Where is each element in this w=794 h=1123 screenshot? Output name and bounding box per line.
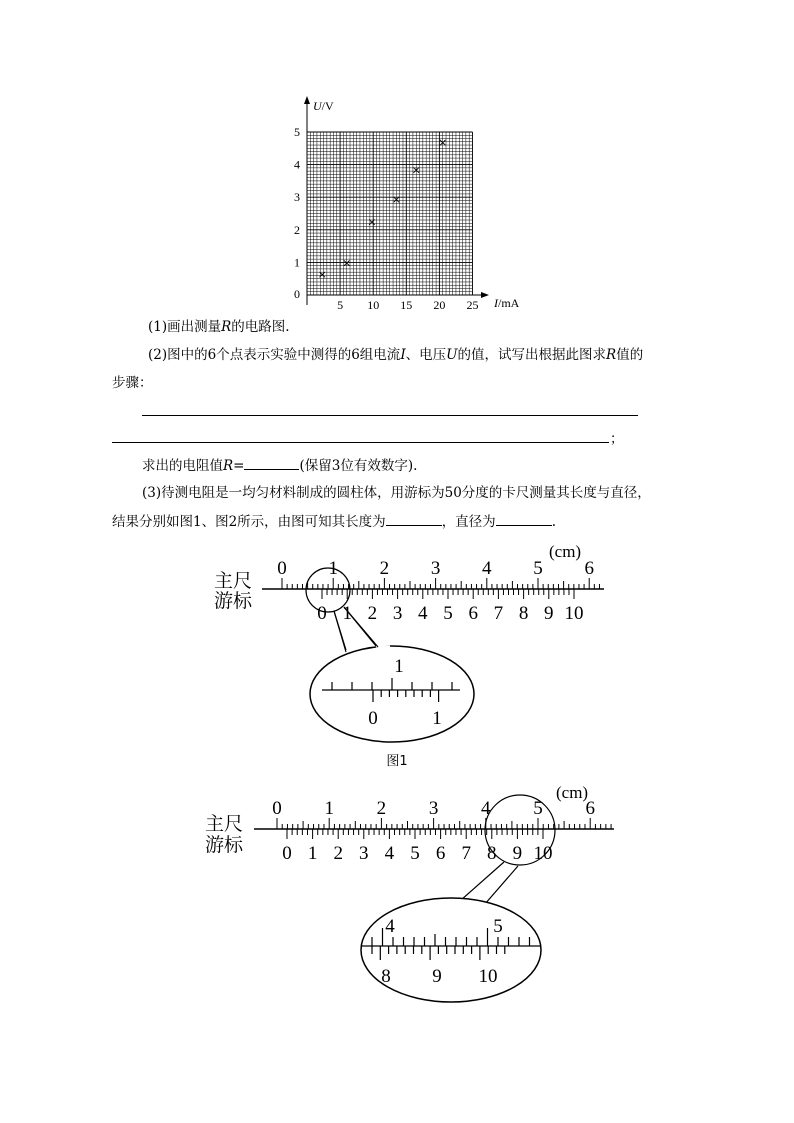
main-scale-number: 0 [272,798,282,819]
main-scale-number: 1 [324,798,334,819]
vernier-scale-number: 5 [410,843,420,864]
main-scale-number: 4 [481,798,491,819]
vernier-scale-label: 游标 [205,834,244,856]
zoom-vernier-number: 1 [432,708,442,729]
main-scale-number: 6 [584,558,594,579]
main-scale-number: 0 [277,558,287,579]
vernier-scale-number: 4 [418,603,428,624]
y-tick-label: 2 [294,222,300,237]
vernier-scale-number: 4 [384,843,395,864]
vernier-scale-number: 0 [282,843,292,864]
x-tick-label: 25 [466,298,479,312]
x-axis-label: I/mA [494,296,520,310]
vernier-scale-number: 9 [512,843,523,864]
zoom-vernier-number: 0 [368,708,378,729]
question-2-steps-label: 步骤： [112,375,153,391]
x-tick-label: 5 [337,298,344,312]
y-axis-label: U/V [313,99,334,113]
main-scale-number: 5 [533,798,543,819]
data-point: × [317,267,327,281]
question-3-line-2: 结果分别如图1、图2所示，由图可知其长度为 ，直径为 . [112,514,556,530]
main-scale-number: 5 [533,558,543,579]
data-point: × [438,135,448,149]
question-3-line-1: (3)待测电阻是一均匀材料制成的圆柱体，用游标为50分度的卡尺测量其长度与直径， [142,485,651,501]
vernier-scale-number: 9 [544,603,554,624]
vernier-scale-number: 7 [493,603,504,624]
vernier-scale-number: 3 [359,843,369,864]
resistance-question: 求出的电阻值R= (保留3位有效数字). [142,458,418,474]
vernier-scale-number: 0 [317,603,327,624]
vernier-scale-number: 1 [342,603,352,624]
unit-label: (cm) [549,542,582,561]
main-scale-number: 1 [328,558,338,579]
zoom-main-number: 5 [493,916,503,937]
x-tick-label: 20 [433,298,446,312]
main-scale-number: 6 [585,798,595,819]
unit-label: (cm) [556,783,589,802]
main-scale-label: 主尺 [205,813,244,835]
y-tick-label: 3 [294,190,300,205]
vernier-scale-number: 8 [518,603,529,624]
figure-caption: 图1 [386,754,408,769]
vernier-scale-number: 8 [487,843,497,864]
vernier-scale-number: 6 [435,843,446,864]
main-scale-number: 4 [482,558,492,579]
data-point: × [411,163,421,177]
y-tick-label: 4 [294,157,300,172]
zoom-vernier-number: 9 [432,966,442,987]
vernier-scale-number: 6 [468,603,478,624]
zoom-vernier-number: 10 [478,966,498,987]
answer-line-end: ； [610,431,624,447]
main-scale-label: 主尺 [214,570,253,592]
main-scale-number: 3 [428,798,439,819]
question-1: (1)画出测量R的电路图. [148,319,290,335]
vernier-scale-number: 1 [307,843,318,864]
question-2: (2)图中的6个点表示实验中测得的6组电流I、电压U的值，试写出根据此图求R值的 [148,347,644,363]
origin-label: 0 [294,287,300,301]
data-point: × [391,192,401,206]
data-point: × [342,256,352,270]
vernier-scale-number: 5 [443,603,453,624]
x-tick-label: 10 [367,298,380,312]
vernier-scale-number: 2 [367,603,378,624]
y-tick-label: 1 [294,255,300,270]
x-tick-label: 15 [400,298,413,312]
zoom-vernier-number: 8 [381,966,391,987]
vernier-scale-number: 7 [461,843,471,864]
vernier-scale-label: 游标 [214,590,253,612]
y-tick-label: 5 [294,125,300,139]
main-scale-number: 2 [379,558,390,579]
main-scale-number: 3 [430,558,441,579]
vernier-scale-number: 10 [564,603,584,624]
vernier-scale-number: 3 [392,603,403,624]
zoom-main-number: 1 [394,656,404,677]
vernier-scale-number: 10 [533,843,553,864]
main-scale-number: 2 [376,798,387,819]
zoom-main-number: 4 [385,916,395,937]
data-point: × [367,215,377,229]
vernier-scale-number: 2 [333,843,343,864]
